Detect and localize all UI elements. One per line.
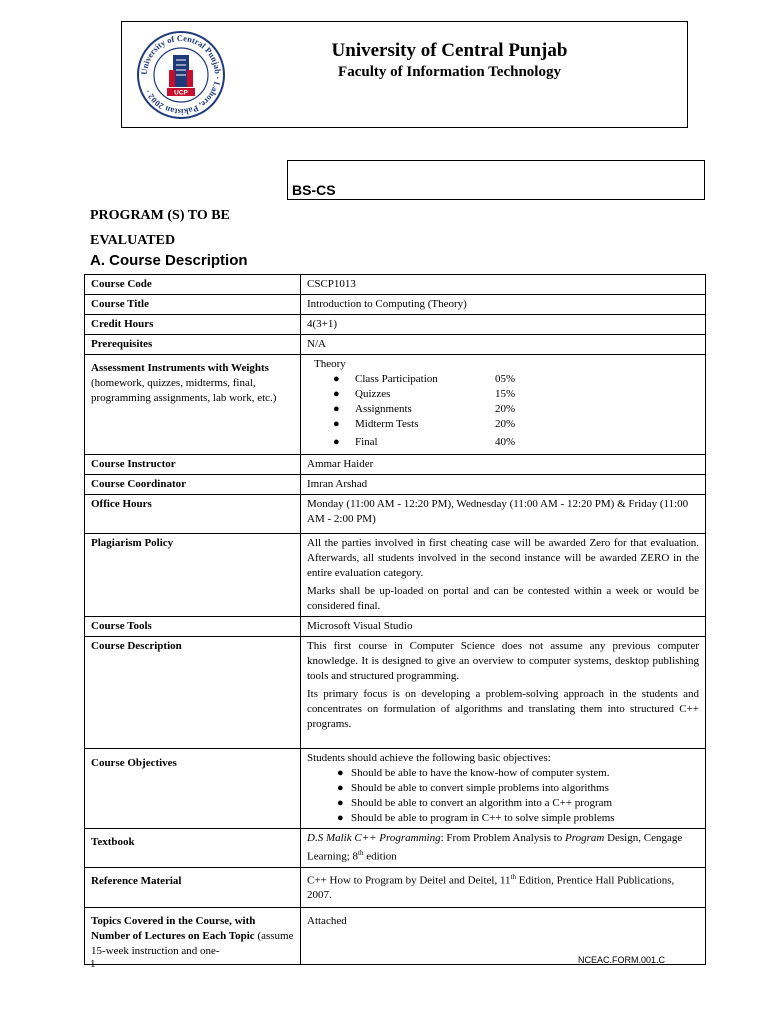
form-code: NCEAC.FORM.001.C: [578, 955, 666, 965]
program-value: BS-CS: [292, 182, 336, 198]
coordinator-value: Imran Arshad: [301, 475, 706, 495]
prerequisites-label: Prerequisites: [85, 335, 301, 355]
assessment-label-bold: Assessment Instruments with Weights: [91, 362, 269, 374]
objective-text: Should be able to convert simple problems into algorithms: [351, 782, 609, 794]
assessment-item-name: Final: [355, 436, 378, 448]
reference-sup: th: [510, 872, 517, 881]
faculty-title: Faculty of Information Technology: [338, 64, 561, 80]
textbook-mid-1: : From Problem Analysis to: [440, 832, 565, 844]
list-item: [337, 796, 699, 811]
table-row: [85, 355, 706, 455]
textbook-program: Program: [564, 832, 605, 844]
table-row: [85, 867, 706, 907]
bullet-icon: ●: [333, 403, 340, 415]
reference-start: C++ How to Program by Deitel and Deitel, 11: [307, 874, 511, 887]
textbook-value: [301, 829, 706, 868]
course-description-table: [84, 274, 706, 965]
bullet-icon: ●: [337, 767, 344, 779]
assessment-item-name: Assignments: [355, 403, 412, 415]
assessment-label-normal: (homework, quizzes, midterms, final, programming assignments, lab work, etc.): [91, 377, 277, 404]
reference-label: Reference Material: [85, 867, 301, 907]
bullet-icon: ●: [333, 436, 340, 448]
objective-text: Should be able to convert an algorithm into a C++ program: [351, 797, 613, 809]
assessment-item-weight: 05%: [495, 373, 516, 385]
textbook-mid-2: Design, Cengage Learning; 8: [307, 832, 683, 863]
coordinator-label: Course Coordinator: [85, 475, 301, 495]
table-row: [85, 749, 706, 829]
list-item: [307, 387, 699, 402]
table-row: [85, 275, 706, 295]
plagiarism-label: Plagiarism Policy: [85, 534, 301, 617]
topics-label-normal: (assume 15-week instruction and one-: [91, 929, 294, 957]
list-item: [337, 766, 699, 781]
assessment-item-name: Class Participation: [355, 373, 438, 385]
credit-hours-value: 4(3+1): [301, 315, 706, 335]
textbook-label: Textbook: [85, 829, 301, 868]
university-title: University of Central Punjab: [331, 40, 568, 61]
bullet-icon: ●: [337, 782, 344, 794]
list-item: [337, 781, 699, 796]
list-item: [307, 417, 699, 432]
plagiarism-paragraph-2: Marks shall be up-loaded on portal and can be contested within a week or would be considered final.: [307, 585, 699, 612]
program-value-box: [287, 160, 705, 200]
objective-text: Should be able to have the know-how of computer system.: [351, 767, 610, 779]
description-paragraph-1: This first course in Computer Science does not assume any previous computer knowledge. It is designed to give an overview to computer systems, desktop publishing tools and structured programming.: [307, 640, 699, 682]
credit-hours-label: Credit Hours: [85, 315, 301, 335]
objectives-intro: Students should achieve the following basic objectives:: [307, 752, 551, 764]
objective-text: Should be able to program in C++ to solve simple problems: [351, 812, 615, 824]
program-label-line2: EVALUATED: [90, 233, 176, 248]
bullet-icon: ●: [337, 797, 344, 809]
topics-value: Attached: [301, 907, 706, 964]
textbook-end: edition: [363, 850, 397, 863]
course-code-value: CSCP1013: [301, 275, 706, 295]
list-item: [307, 435, 699, 450]
header-box: [121, 21, 688, 128]
list-item: [307, 402, 699, 417]
assessment-item-weight: 15%: [495, 388, 516, 400]
bullet-icon: ●: [333, 418, 340, 430]
table-row: [85, 829, 706, 868]
bullet-icon: ●: [333, 373, 340, 385]
textbook-sup: th: [358, 849, 364, 857]
reference-end: Edition, Prentice Hall Publications, 2007.: [307, 874, 675, 902]
bullet-icon: ●: [333, 388, 340, 400]
plagiarism-value: [301, 534, 706, 617]
course-title-label: Course Title: [85, 295, 301, 315]
bullet-icon: ●: [337, 812, 344, 824]
course-tools-value: Microsoft Visual Studio: [301, 617, 706, 637]
table-row: [85, 534, 706, 617]
assessment-item-weight: 40%: [495, 436, 516, 448]
table-row: [85, 495, 706, 534]
prerequisites-value: N/A: [301, 335, 706, 355]
objectives-list: [307, 766, 699, 826]
assessment-item-name: Quizzes: [355, 388, 391, 400]
topics-label: [85, 907, 301, 964]
assessment-item-weight: 20%: [495, 418, 516, 430]
office-hours-label: Office Hours: [85, 495, 301, 534]
table-row: [85, 335, 706, 355]
assessment-item-name: Midterm Tests: [355, 418, 419, 430]
table-row: [85, 475, 706, 495]
textbook-author-title: D.S Malik C++ Programming: [307, 832, 441, 844]
logo-ring-text: University of Central Punjab · Lahore, Pakistan 2002 ·: [138, 32, 224, 118]
table-row: [85, 295, 706, 315]
instructor-value: Ammar Haider: [301, 455, 706, 475]
assessment-item-weight: 20%: [495, 403, 516, 415]
logo-badge-text: UCP: [174, 89, 188, 97]
page-number: 1: [90, 958, 96, 970]
table-row: [85, 617, 706, 637]
table-row: [85, 637, 706, 749]
course-description-label: Course Description: [85, 637, 301, 749]
description-paragraph-2: Its primary focus is on developing a problem-solving approach in the students and concentrates on formulation of algorithms and translating them into structured C++ programs.: [307, 688, 699, 730]
topics-label-bold: Topics Covered in the Course, with Number of Lectures on Each Topic: [91, 914, 256, 942]
assessment-label: [85, 355, 301, 455]
course-tools-label: Course Tools: [85, 617, 301, 637]
course-objectives-value: [301, 749, 706, 829]
instructor-label: Course Instructor: [85, 455, 301, 475]
assessment-title: Theory: [314, 358, 346, 370]
list-item: [337, 811, 699, 826]
program-label-line1: PROGRAM (S) TO BE: [90, 208, 230, 223]
table-row: [85, 455, 706, 475]
list-item: [307, 372, 699, 387]
course-title-value: Introduction to Computing (Theory): [301, 295, 706, 315]
course-objectives-label: Course Objectives: [85, 749, 301, 829]
table-row: [85, 315, 706, 335]
section-title: A. Course Description: [90, 252, 248, 269]
office-hours-value: Monday (11:00 AM - 12:20 PM), Wednesday (11:00 AM - 12:20 PM) & Friday (11:00 AM - 2:00 PM): [301, 495, 706, 534]
assessment-value: [301, 355, 706, 455]
course-code-label: Course Code: [85, 275, 301, 295]
reference-value: [301, 867, 706, 907]
plagiarism-paragraph-1: All the parties involved in first cheating case will be awarded Zero for that evaluation. Afterwards, all students involved in the second instance will be awarded ZERO in the entire evaluation category.: [307, 537, 699, 579]
course-description-value: [301, 637, 706, 749]
program-label: [90, 203, 290, 253]
